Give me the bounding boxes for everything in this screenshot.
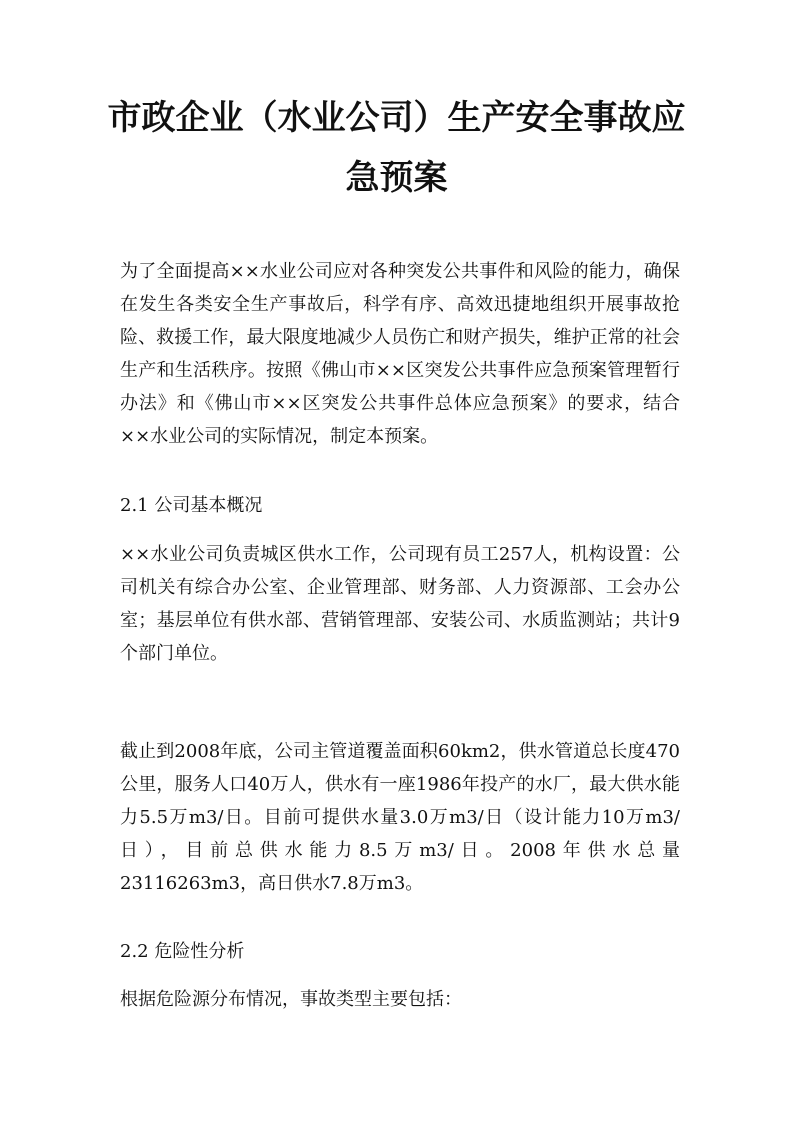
section-2-1-heading: 2.1 公司基本概况 (120, 495, 263, 516)
section-2-1-paragraph-1: ××水业公司负责城区供水工作，公司现有员工257人，机构设置：公司机关有综合办公室、企业管理部、财务部、人力资源部、工会办公室；基层单位有供水部、营销管理部、安装公司、水质监测站；共计9个部门单位。 (120, 544, 680, 664)
intro-paragraph: 为了全面提高××水业公司应对各种突发公共事件和风险的能力，确保在发生各类安全生产事故后，科学有序、高效迅捷地组织开展事故抢险、救援工作，最大限度地减少人员伤亡和财产损失，维护正常的社会生产和生活秩序。按照《佛山市××区突发公共事件应急预案管理暂行办法》和《佛山市××区突发公共事件总体应急预案》的要求，结合××水业公司的实际情况，制定本预案。 (120, 261, 680, 447)
section-2-2-paragraph-1: 根据危险源分布情况，事故类型主要包括： (120, 989, 462, 1010)
document-title: 市政企业（水业公司）生产安全事故应急预案 (107, 98, 686, 198)
section-2-1-paragraph-2: 截止到2008年底，公司主管道覆盖面积60km2，供水管道总长度470公里，服务人口40万人，供水有一座1986年投产的水厂，最大供水能力5.5万m3/日。目前可提供水量3.0万m3/日（设计能力10万m3/日），目前总供水能力8.5万m3/日。2008年供水总量23116263m3，高日供水7.8万m3。 (120, 741, 680, 894)
section-2-2-heading: 2.2 危险性分析 (120, 941, 245, 962)
